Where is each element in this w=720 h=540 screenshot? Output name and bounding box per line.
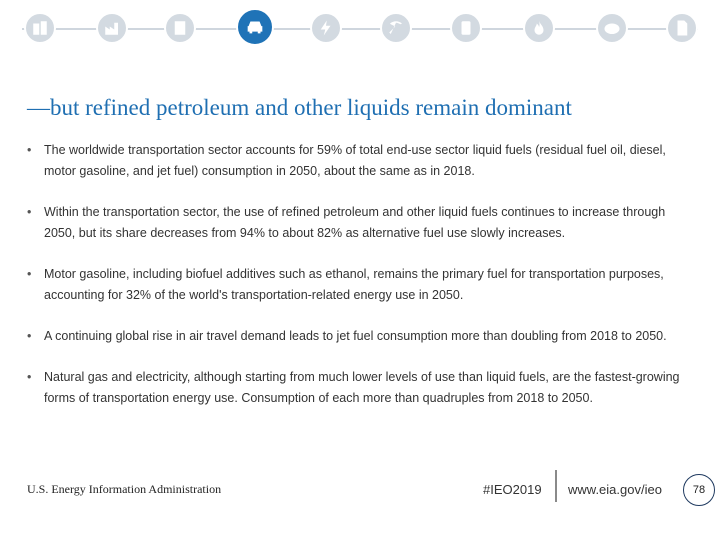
bullet-text: Motor gasoline, including biofuel additives such as ethanol, remains the primary fuel for transportation purposes, accounting for 32% of the world's transportation-related energy use in 2050. <box>44 267 664 302</box>
footer-agency-name: U.S. Energy Information Administration <box>27 482 222 496</box>
bullet-item <box>27 140 697 182</box>
bullet-item <box>27 326 697 347</box>
page-title: —but refined petroleum and other liquids remain dominant <box>27 95 572 120</box>
flame-icon[interactable] <box>523 12 555 44</box>
bullet-item <box>27 202 697 244</box>
co2-icon[interactable] <box>596 12 628 44</box>
bullet-item <box>27 264 697 306</box>
bullet-text: Natural gas and electricity, although starting from much lower levels of use than liquid fuels, are the fastest-growing forms of transportation energy use. Consumption of each more than quadruples from 2018 to 2050. <box>44 370 680 405</box>
car-icon[interactable] <box>236 8 274 46</box>
bullet-marker: • <box>27 205 32 219</box>
pickaxe-icon[interactable] <box>380 12 412 44</box>
bullet-text: The worldwide transportation sector accounts for 59% of total end-use sector liquid fuels (residual fuel oil, diesel, motor gasoline, and jet fuel) consumption in 2050, about the same as in 2018. <box>44 143 666 178</box>
bullet-marker: • <box>27 329 32 343</box>
footer-hashtag: #IEO2019 <box>483 482 542 497</box>
bullet-list <box>27 140 697 429</box>
page-number-badge <box>683 474 715 506</box>
bullet-marker: • <box>27 370 32 384</box>
oil-barrel-icon[interactable] <box>450 12 482 44</box>
lightning-icon[interactable] <box>310 12 342 44</box>
bullet-text: Within the transportation sector, the use of refined petroleum and other liquid fuels continues to increase through 2050, but its share decreases from 94% to about 82% as alternative fuel use slowly increases. <box>44 205 666 240</box>
office-building-icon[interactable] <box>164 12 196 44</box>
buildings-icon[interactable] <box>24 12 56 44</box>
bullet-marker: • <box>27 267 32 281</box>
page-number: 78 <box>692 484 706 496</box>
bullet-marker: • <box>27 143 32 157</box>
topic-icon-bar <box>0 0 720 60</box>
document-icon[interactable] <box>666 12 698 44</box>
footer-divider <box>555 470 557 502</box>
bullet-text: A continuing global rise in air travel demand leads to jet fuel consumption more than doubling from 2018 to 2050. <box>44 329 667 343</box>
footer-url-link[interactable]: www.eia.gov/ieo <box>568 482 662 497</box>
bullet-item <box>27 367 697 409</box>
factory-icon[interactable] <box>96 12 128 44</box>
